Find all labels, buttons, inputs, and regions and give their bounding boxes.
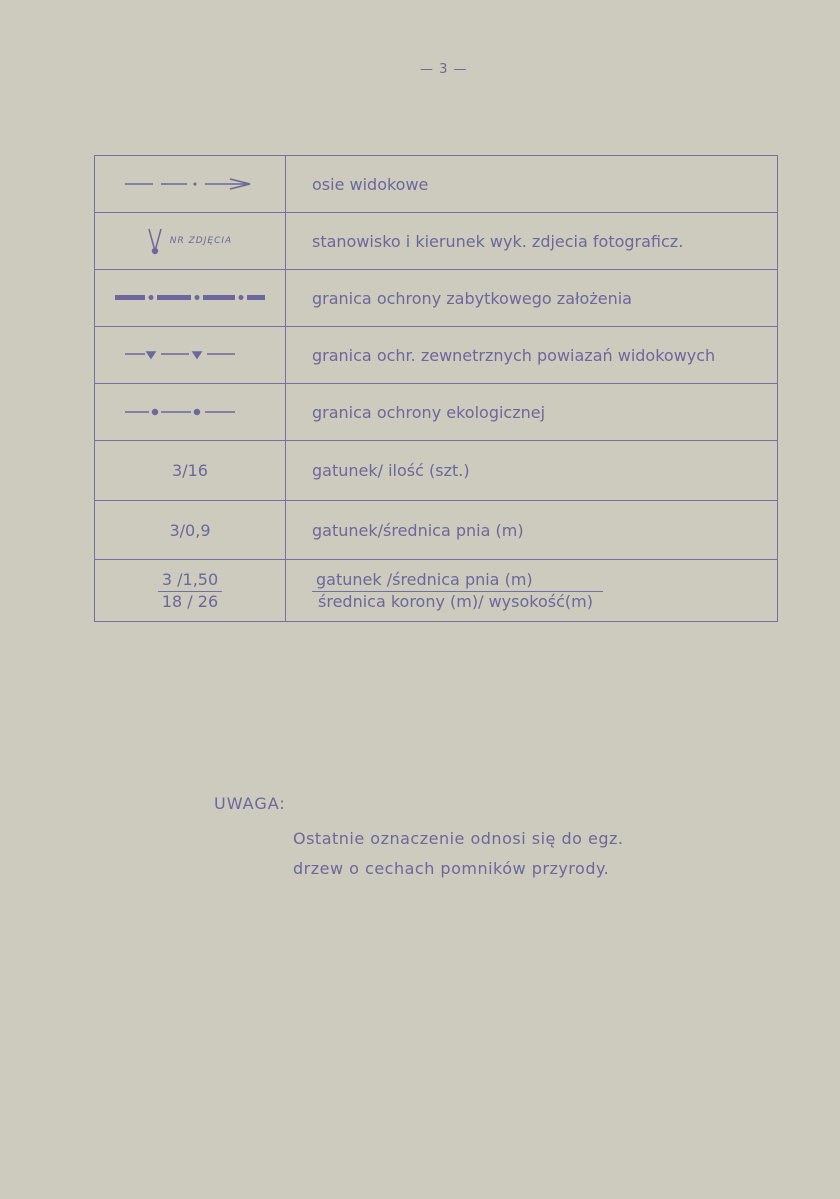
note-line: drzew o cechach pomników przyrody.: [293, 859, 610, 878]
note-heading: UWAGA:: [214, 794, 286, 813]
description-bottom: średnica korony (m)/ wysokość(m): [318, 592, 593, 611]
fraction-top: 3 /1,50: [158, 570, 222, 592]
legend-description: gatunek/ ilość (szt.): [286, 441, 778, 501]
legend-description: gatunek/średnica pnia (m): [286, 501, 778, 560]
photo-number-label: NR ZDJĘCIA: [169, 236, 233, 246]
legend-table: [94, 155, 778, 622]
legend-symbol-text: 3/16: [95, 441, 286, 501]
legend-row: [95, 213, 778, 270]
legend-row: [95, 441, 778, 501]
dot-line-icon: [95, 384, 286, 441]
legend-row: [95, 501, 778, 560]
page-number: — 3 —: [420, 62, 468, 77]
view-axis-arrow-icon: [95, 156, 286, 213]
legend-symbol-text: 3/0,9: [95, 501, 286, 560]
thick-dash-dot-line-icon: [95, 270, 286, 327]
legend-description: granica ochr. zewnetrznych powiazań widokowych: [286, 327, 778, 384]
description-top: gatunek /średnica pnia (m): [312, 570, 603, 592]
legend-description: osie widokowe: [286, 156, 778, 213]
legend-row: [95, 384, 778, 441]
legend-description: granica ochrony zabytkowego założenia: [286, 270, 778, 327]
note-text: [293, 824, 623, 884]
note-line: Ostatnie oznaczenie odnosi się do egz.: [293, 829, 624, 848]
legend-row: [95, 156, 778, 213]
legend-row: [95, 270, 778, 327]
legend-description: stanowisko i kierunek wyk. zdjecia fotograficz.: [286, 213, 778, 270]
legend-description: granica ochrony ekologicznej: [286, 384, 778, 441]
fraction-bottom: 18 / 26: [161, 592, 219, 611]
legend-row: [95, 327, 778, 384]
triangle-line-icon: [95, 327, 286, 384]
legend-row: [95, 560, 778, 622]
photo-station-icon: [148, 227, 162, 255]
